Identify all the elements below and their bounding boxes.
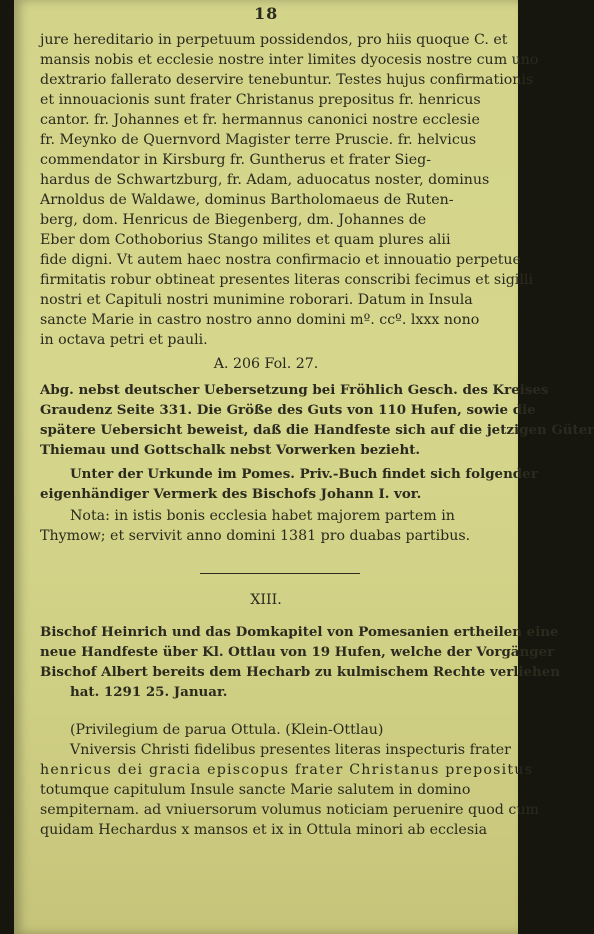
note-line: spätere Uebersicht beweist, daß die Handfeste sich auf die jetzigen Güter	[40, 422, 594, 438]
nota-line: Thymow; et servivit anno domini 1381 pro duabas partibus.	[40, 528, 471, 544]
text-line: mansis nobis et ecclesie nostre inter limites dyocesis nostre cum uno	[40, 52, 539, 68]
note-line: Abg. nebst deutscher Uebersetzung bei Fröhlich Gesch. des Kreises	[40, 382, 549, 398]
note-line: Thiemau und Gottschalk nebst Vorwerken bezieht.	[40, 442, 421, 458]
nota-line: Nota: in istis bonis ecclesia habet majorem partem in	[70, 508, 455, 524]
text-line: henricus dei gracia episcopus frater Christanus prepositus	[40, 762, 534, 778]
text-line: firmitatis robur obtineat presentes literas conscribi fecimus et sigilli	[40, 272, 533, 288]
text-line: Arnoldus de Waldawe, dominus Bartholomaeus de Ruten-	[40, 192, 454, 208]
heading-line: Bischof Albert bereits dem Hecharb zu kulmischem Rechte verliehen	[40, 664, 560, 680]
book-page	[14, 0, 594, 934]
note-line: Unter der Urkunde im Pomes. Priv.-Buch findet sich folgender	[70, 466, 538, 482]
text-line: nostri et Capituli nostri munimine roborari. Datum in Insula	[40, 292, 473, 308]
text-line: et innouacionis sunt frater Christanus prepositus fr. henricus	[40, 92, 481, 108]
note-line: eigenhändiger Vermerk des Bischofs Johann I. vor.	[40, 486, 422, 502]
text-line: quidam Hechardus x mansos et ix in Ottula minori ab ecclesia	[40, 822, 488, 838]
text-line: fide digni. Vt autem haec nostra confirmacio et innouatio perpetue	[40, 252, 521, 268]
text-line: jure hereditario in perpetuum possidendos, pro hiis quoque C. et	[40, 32, 508, 48]
section-number: XIII.	[250, 592, 282, 608]
text-line: berg, dom. Henricus de Biegenberg, dm. Johannes de	[40, 212, 427, 228]
text-line: in octava petri et pauli.	[40, 332, 208, 348]
text-line: (Privilegium de parua Ottula. (Klein-Ottlau)	[70, 722, 384, 738]
note-line: Graudenz Seite 331. Die Größe des Guts von 110 Hufen, sowie die	[40, 402, 536, 418]
text-line: sempiternam. ad vniuersorum volumus noticiam peruenire quod cum	[40, 802, 539, 818]
heading-line: neue Handfeste über Kl. Ottlau von 19 Hufen, welche der Vorgänger	[40, 644, 555, 660]
section-divider	[200, 573, 360, 574]
text-line: cantor. fr. Johannes et fr. hermannus canonici nostre ecclesie	[40, 112, 480, 128]
text-line: Vniversis Christi fidelibus presentes literas inspecturis frater	[70, 742, 511, 758]
page-number: 18	[254, 4, 279, 23]
text-line: dextrario fallerato deservire tenebuntur. Testes hujus confirmationis	[40, 72, 534, 88]
text-line: hardus de Schwartzburg, fr. Adam, aduocatus noster, dominus	[40, 172, 490, 188]
text-line: sancte Marie in castro nostro anno domini mº. ccº. lxxx nono	[40, 312, 480, 328]
text-line: totumque capitulum Insule sancte Marie salutem in domino	[40, 782, 471, 798]
heading-line: Bischof Heinrich und das Domkapitel von Pomesanien ertheilen eine	[40, 624, 559, 640]
source-reference: A. 206 Fol. 27.	[213, 356, 319, 372]
text-line: Eber dom Cothoborius Stango milites et quam plures alii	[40, 232, 451, 248]
text-line: fr. Meynko de Quernvord Magister terre Pruscie. fr. helvicus	[40, 132, 477, 148]
text-line: commendator in Kirsburg fr. Guntherus et frater Sieg-	[40, 152, 432, 168]
heading-line: hat. 1291 25. Januar.	[70, 684, 228, 700]
